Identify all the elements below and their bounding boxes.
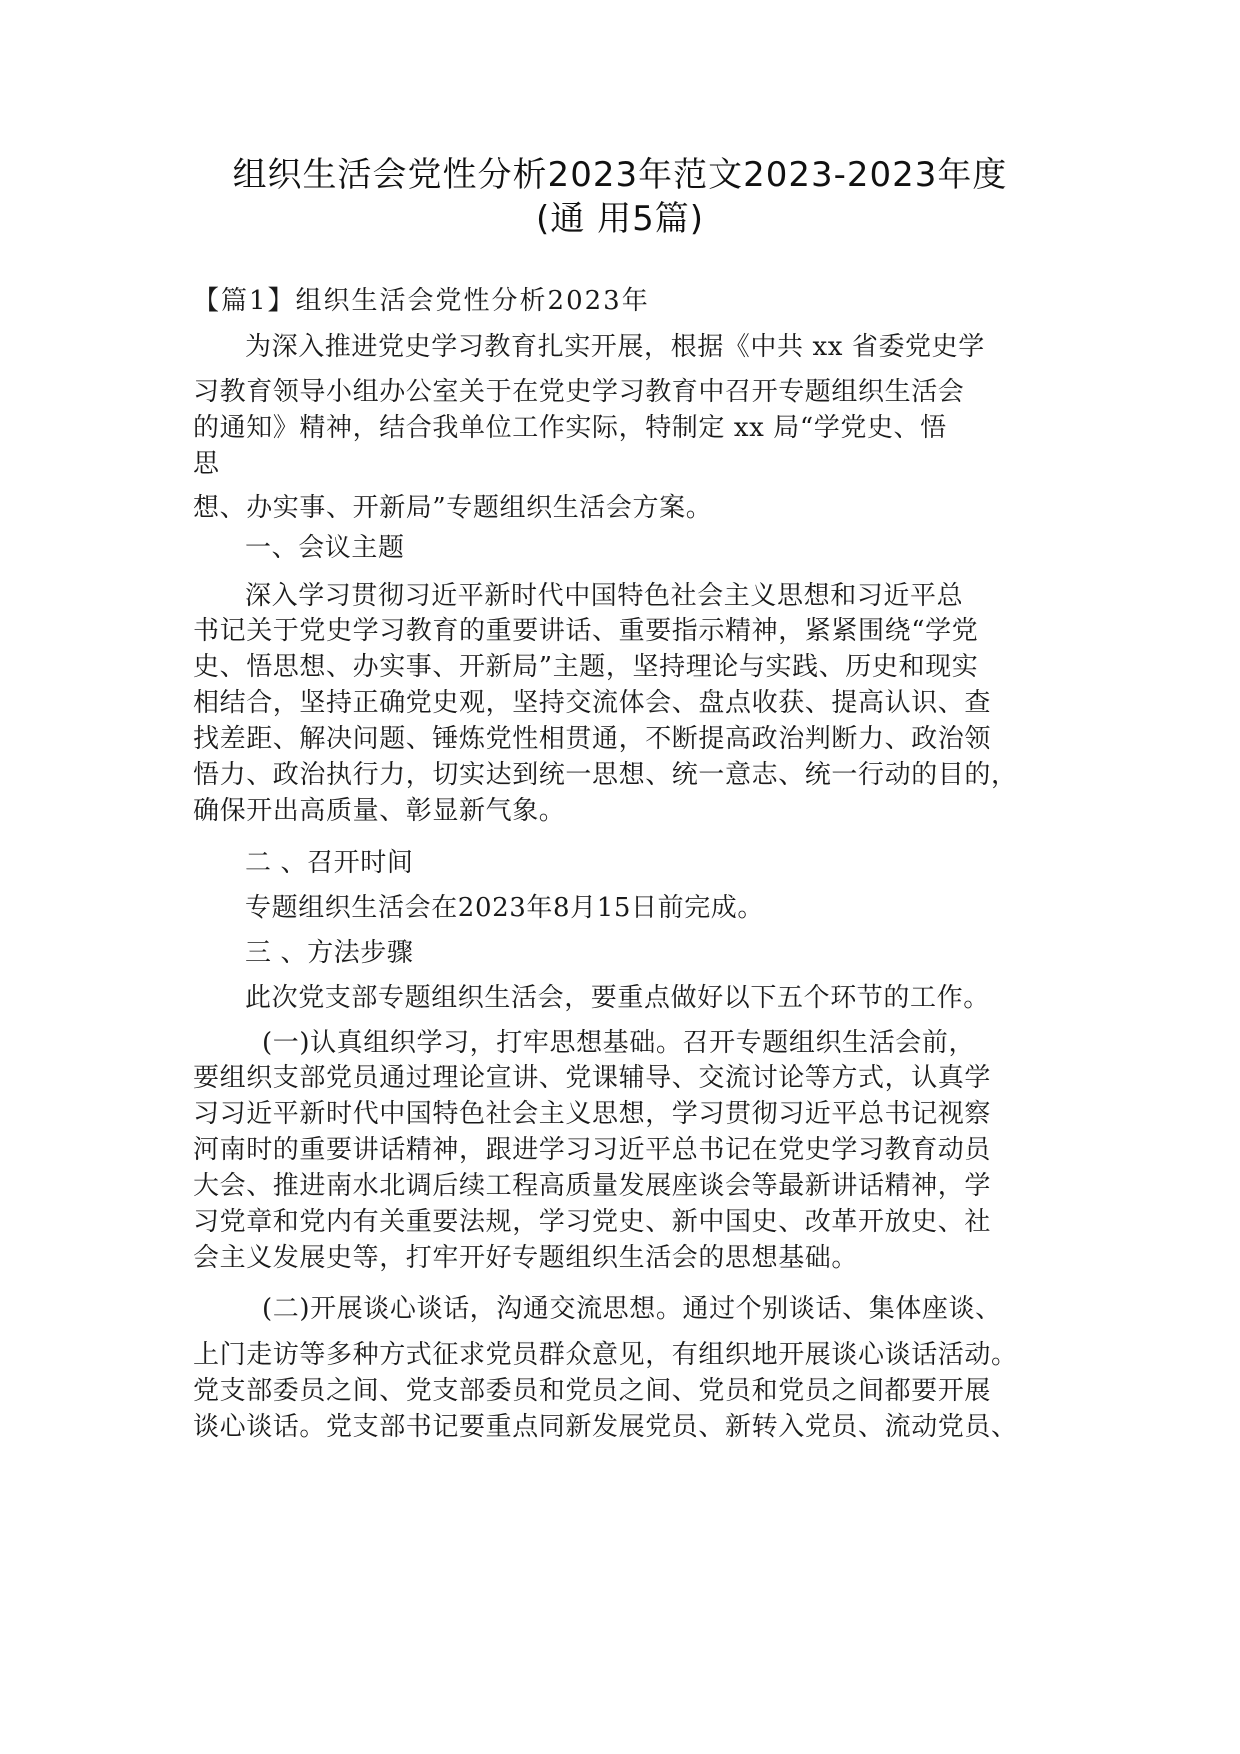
paragraph-line: (二)开展谈心谈话，沟通交流思想。通过个别谈话、集体座谈、 — [262, 1294, 1002, 1324]
paragraph-line: (一)认真组织学习，打牢思想基础。召开专题组织生活会前， — [262, 1028, 976, 1058]
section-heading: 【篇1】组织生活会党性分析2023年 — [193, 286, 650, 316]
paragraph-line: 专题组织生活会在2023年8月15日前完成。 — [245, 893, 764, 923]
paragraph-line: 找差距、解决问题、锤炼党性相贯通，不断提高政治判断力、政治领 — [193, 724, 992, 754]
paragraph-line: 为深入推进党史学习教育扎实开展，根据《中共 xx 省委党史学 — [245, 332, 985, 362]
paragraph-line: 上门走访等多种方式征求党员群众意见，有组织地开展谈心谈话活动。 — [193, 1340, 1018, 1370]
paragraph-line: 要组织支部党员通过理论宣讲、党课辅导、交流讨论等方式，认真学 — [193, 1063, 992, 1093]
document-title-line-2: (通 用5篇) — [536, 199, 704, 239]
paragraph-line: 确保开出高质量、彰显新气象。 — [193, 796, 566, 826]
subheading-2: 二 、召开时间 — [245, 848, 414, 878]
paragraph-line: 会主义发展史等，打牢开好专题组织生活会的思想基础。 — [193, 1243, 859, 1273]
paragraph-line: 相结合，坚持正确党史观，坚持交流体会、盘点收获、提高认识、查 — [193, 688, 992, 718]
paragraph-line: 悟力、政治执行力，切实达到统一思想、统一意志、统一行动的目的， — [193, 760, 1018, 790]
paragraph-line: 习党章和党内有关重要法规，学习党史、新中国史、改革开放史、社 — [193, 1207, 992, 1237]
subheading-3: 三 、方法步骤 — [245, 938, 414, 968]
paragraph-line: 河南时的重要讲话精神，跟进学习习近平总书记在党史学习教育动员 — [193, 1135, 992, 1165]
paragraph-line: 习习近平新时代中国特色社会主义思想，学习贯彻习近平总书记视察 — [193, 1099, 992, 1129]
paragraph-line: 史、悟思想、办实事、开新局”主题，坚持理论与实践、历史和现实 — [193, 652, 979, 682]
paragraph-line: 谈心谈话。党支部书记要重点同新发展党员、新转入党员、流动党员、 — [193, 1412, 1018, 1442]
paragraph-line: 大会、推进南水北调后续工程高质量发展座谈会等最新讲话精神，学 — [193, 1171, 992, 1201]
subheading-1: 一、会议主题 — [245, 533, 405, 563]
paragraph-line: 书记关于党史学习教育的重要讲话、重要指示精神，紧紧围绕“学党 — [193, 616, 979, 646]
paragraph-line: 党支部委员之间、党支部委员和党员之间、党员和党员之间都要开展 — [193, 1376, 992, 1406]
paragraph-line: 想、办实事、开新局”专题组织生活会方案。 — [193, 493, 713, 523]
paragraph-line: 的通知》精神，结合我单位工作实际，特制定 xx 局“学党史、悟 — [193, 413, 947, 443]
paragraph-line: 思 — [193, 449, 220, 479]
paragraph-line: 习教育领导小组办公室关于在党史学习教育中召开专题组织生活会 — [193, 377, 965, 407]
paragraph-line: 深入学习贯彻习近平新时代中国特色社会主义思想和习近平总 — [245, 581, 964, 611]
document-title-line-1: 组织生活会党性分析2023年范文2023-2023年度 — [232, 155, 1008, 195]
paragraph-line: 此次党支部专题组织生活会，要重点做好以下五个环节的工作。 — [245, 983, 990, 1013]
